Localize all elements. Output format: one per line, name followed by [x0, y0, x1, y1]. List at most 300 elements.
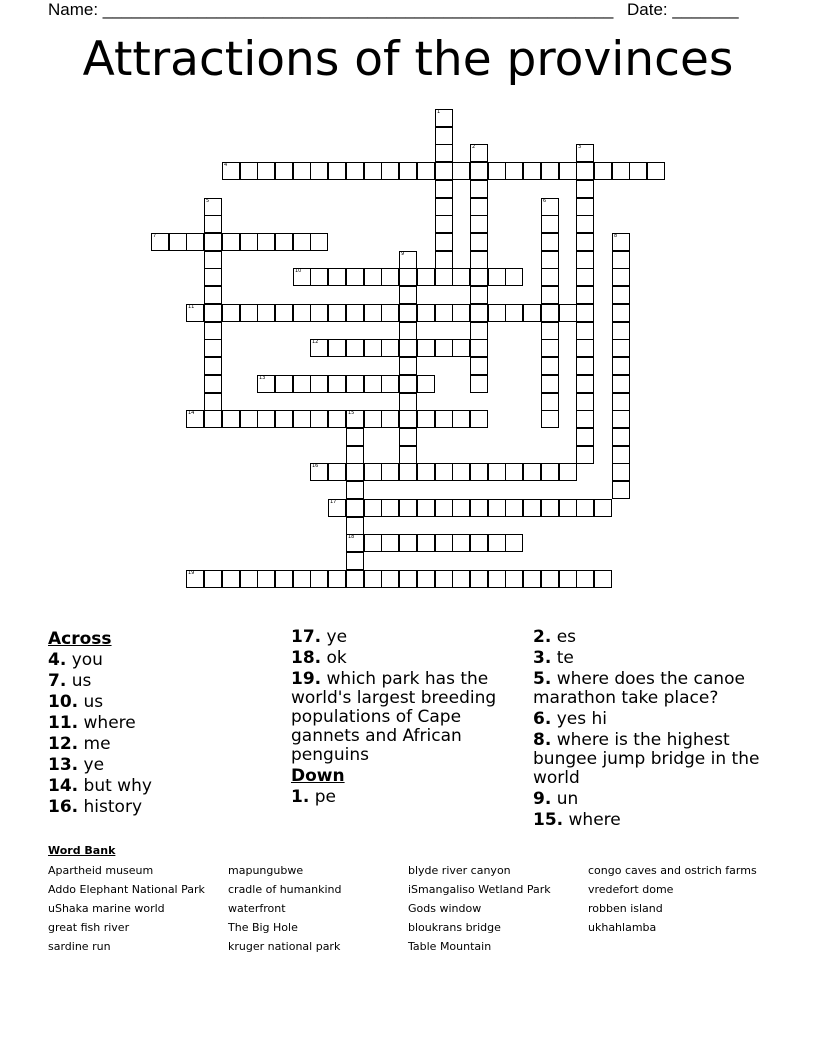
- crossword-cell[interactable]: [310, 410, 328, 428]
- crossword-cell[interactable]: [275, 375, 293, 393]
- crossword-cell[interactable]: [346, 304, 364, 322]
- crossword-cell[interactable]: [612, 357, 630, 375]
- crossword-cell[interactable]: [435, 268, 453, 286]
- crossword-cell[interactable]: [399, 463, 417, 481]
- crossword-cell[interactable]: [541, 339, 559, 357]
- crossword-cell[interactable]: [381, 268, 399, 286]
- crossword-cell[interactable]: [222, 233, 240, 251]
- word-bank-item: blyde river canyon: [408, 864, 511, 877]
- down-clue: [533, 670, 773, 708]
- crossword-cell[interactable]: [576, 198, 594, 216]
- crossword-cell[interactable]: [505, 499, 523, 517]
- crossword-cell[interactable]: [505, 304, 523, 322]
- crossword-cell[interactable]: [346, 499, 364, 517]
- crossword-cell[interactable]: [612, 286, 630, 304]
- clue-text: us: [71, 671, 92, 691]
- crossword-cell[interactable]: [559, 162, 577, 180]
- crossword-cell[interactable]: [470, 215, 488, 233]
- crossword-cell[interactable]: [381, 463, 399, 481]
- crossword-cell[interactable]: [435, 304, 453, 322]
- clue-text: which park has the world's largest breeding populations of Cape gannets and African penguins: [291, 669, 497, 765]
- crossword-cell[interactable]: [381, 375, 399, 393]
- crossword-cell[interactable]: [541, 410, 559, 428]
- crossword-cell[interactable]: [541, 268, 559, 286]
- cell-number: 11: [188, 304, 195, 310]
- word-bank-item: Addo Elephant National Park: [48, 883, 205, 896]
- crossword-cell[interactable]: [470, 499, 488, 517]
- crossword-cell[interactable]: [470, 144, 488, 162]
- crossword-cell[interactable]: [399, 357, 417, 375]
- crossword-cell[interactable]: [222, 410, 240, 428]
- crossword-cell[interactable]: [523, 463, 541, 481]
- crossword-cell[interactable]: [186, 570, 204, 588]
- crossword-cell[interactable]: [559, 463, 577, 481]
- across-clue: [291, 628, 526, 647]
- crossword-cell[interactable]: [240, 570, 258, 588]
- crossword-cell[interactable]: [452, 570, 470, 588]
- crossword-cell[interactable]: [204, 570, 222, 588]
- crossword-cell[interactable]: [399, 499, 417, 517]
- crossword-cell[interactable]: [576, 446, 594, 464]
- crossword-cell[interactable]: [576, 375, 594, 393]
- crossword-cell[interactable]: [612, 322, 630, 340]
- cell-number: 18: [348, 534, 355, 540]
- crossword-cell[interactable]: [204, 375, 222, 393]
- crossword-cell[interactable]: [293, 375, 311, 393]
- crossword-cell[interactable]: [612, 428, 630, 446]
- crossword-cell[interactable]: [328, 499, 346, 517]
- crossword-cell[interactable]: [417, 268, 435, 286]
- crossword-cell[interactable]: [505, 162, 523, 180]
- crossword-cell[interactable]: [399, 304, 417, 322]
- crossword-cell[interactable]: [612, 162, 630, 180]
- crossword-cell[interactable]: [257, 570, 275, 588]
- crossword-cell[interactable]: [399, 268, 417, 286]
- crossword-cell[interactable]: [576, 322, 594, 340]
- crossword-cell[interactable]: [204, 233, 222, 251]
- crossword-cell[interactable]: [612, 481, 630, 499]
- crossword-cell[interactable]: [417, 375, 435, 393]
- across-heading: Across: [48, 629, 112, 649]
- crossword-cell[interactable]: [293, 268, 311, 286]
- crossword-cell[interactable]: [559, 304, 577, 322]
- crossword-cell[interactable]: [240, 410, 258, 428]
- crossword-cell[interactable]: [399, 322, 417, 340]
- crossword-cell[interactable]: [488, 268, 506, 286]
- crossword-cell[interactable]: [364, 463, 382, 481]
- cell-number: 10: [295, 268, 302, 274]
- crossword-cell[interactable]: [505, 268, 523, 286]
- crossword-cell[interactable]: [435, 109, 453, 127]
- crossword-cell[interactable]: [364, 570, 382, 588]
- crossword-cell[interactable]: [186, 410, 204, 428]
- date-field-label[interactable]: Date: _______: [627, 0, 739, 19]
- crossword-cell[interactable]: [346, 534, 364, 552]
- crossword-cell[interactable]: [576, 393, 594, 411]
- crossword-cell[interactable]: [541, 322, 559, 340]
- crossword-cell[interactable]: [505, 463, 523, 481]
- crossword-cell[interactable]: [541, 233, 559, 251]
- crossword-cell[interactable]: [169, 233, 187, 251]
- crossword-cell[interactable]: [470, 463, 488, 481]
- crossword-cell[interactable]: [399, 393, 417, 411]
- crossword-cell[interactable]: [470, 268, 488, 286]
- crossword-cell[interactable]: [470, 180, 488, 198]
- crossword-cell[interactable]: [612, 304, 630, 322]
- crossword-cell[interactable]: [452, 499, 470, 517]
- crossword-cell[interactable]: [576, 268, 594, 286]
- crossword-cell[interactable]: [346, 268, 364, 286]
- word-bank-item: Table Mountain: [408, 940, 492, 953]
- crossword-cell[interactable]: [346, 552, 364, 570]
- crossword-cell[interactable]: [435, 162, 453, 180]
- clue-text: pe: [314, 787, 336, 807]
- crossword-cell[interactable]: [399, 410, 417, 428]
- crossword-cell[interactable]: [470, 304, 488, 322]
- word-bank-item: The Big Hole: [228, 921, 298, 934]
- crossword-cell[interactable]: [559, 570, 577, 588]
- crossword-cell[interactable]: [381, 162, 399, 180]
- crossword-cell[interactable]: [399, 570, 417, 588]
- crossword-cell[interactable]: [204, 268, 222, 286]
- crossword-cell[interactable]: [257, 304, 275, 322]
- crossword-cell[interactable]: [435, 570, 453, 588]
- crossword-cell[interactable]: [257, 410, 275, 428]
- crossword-cell[interactable]: [310, 304, 328, 322]
- crossword-cell[interactable]: [576, 357, 594, 375]
- crossword-cell[interactable]: [328, 304, 346, 322]
- cell-number: 7: [153, 233, 157, 239]
- word-bank-item: cradle of humankind: [228, 883, 342, 896]
- crossword-cell[interactable]: [470, 233, 488, 251]
- crossword-cell[interactable]: [523, 499, 541, 517]
- crossword-cell[interactable]: [576, 286, 594, 304]
- crossword-cell[interactable]: [364, 499, 382, 517]
- crossword-cell[interactable]: [399, 375, 417, 393]
- crossword-cell[interactable]: [222, 304, 240, 322]
- crossword-cell[interactable]: [346, 517, 364, 535]
- clue-text: but why: [83, 776, 152, 796]
- crossword-cell[interactable]: [576, 304, 594, 322]
- name-field-label[interactable]: Name: ______________________________________________________: [48, 0, 614, 19]
- crossword-cell[interactable]: [204, 198, 222, 216]
- crossword-cell[interactable]: [576, 251, 594, 269]
- crossword-cell[interactable]: [204, 357, 222, 375]
- clue-number: 15.: [533, 810, 564, 830]
- crossword-cell[interactable]: [310, 375, 328, 393]
- crossword-cell[interactable]: [541, 357, 559, 375]
- crossword-cell[interactable]: [222, 570, 240, 588]
- crossword-cell[interactable]: [435, 251, 453, 269]
- crossword-cell[interactable]: [381, 499, 399, 517]
- crossword-cell[interactable]: [541, 499, 559, 517]
- crossword-cell[interactable]: [275, 304, 293, 322]
- crossword-cell[interactable]: [612, 375, 630, 393]
- cell-number: 19: [188, 570, 195, 576]
- crossword-cell[interactable]: [346, 375, 364, 393]
- crossword-cell[interactable]: [576, 499, 594, 517]
- crossword-cell[interactable]: [505, 570, 523, 588]
- crossword-cell[interactable]: [222, 162, 240, 180]
- down-heading: Down: [291, 766, 345, 786]
- word-bank-item: Apartheid museum: [48, 864, 154, 877]
- crossword-cell[interactable]: [488, 534, 506, 552]
- crossword-cell[interactable]: [435, 534, 453, 552]
- clue-text: me: [83, 734, 111, 754]
- across-clue: [48, 714, 283, 733]
- crossword-cell[interactable]: [204, 215, 222, 233]
- crossword-cell[interactable]: [151, 233, 169, 251]
- crossword-cell[interactable]: [346, 410, 364, 428]
- word-bank-item: bloukrans bridge: [408, 921, 501, 934]
- word-bank-column: [408, 864, 588, 959]
- crossword-cell[interactable]: [310, 463, 328, 481]
- crossword-cell[interactable]: [629, 162, 647, 180]
- crossword-cell[interactable]: [346, 428, 364, 446]
- word-bank-item: uShaka marine world: [48, 902, 165, 915]
- crossword-cell[interactable]: [470, 375, 488, 393]
- crossword-cell[interactable]: [435, 499, 453, 517]
- crossword-cell[interactable]: [576, 428, 594, 446]
- crossword-cell[interactable]: [293, 570, 311, 588]
- crossword-cell[interactable]: [381, 534, 399, 552]
- crossword-cell[interactable]: [240, 304, 258, 322]
- crossword-cell[interactable]: [435, 144, 453, 162]
- crossword-cell[interactable]: [275, 410, 293, 428]
- crossword-cell[interactable]: [328, 463, 346, 481]
- crossword-cell[interactable]: [204, 251, 222, 269]
- crossword-cell[interactable]: [523, 304, 541, 322]
- crossword-cell[interactable]: [452, 339, 470, 357]
- crossword-cell[interactable]: [470, 322, 488, 340]
- crossword-cell[interactable]: [541, 570, 559, 588]
- crossword-cell[interactable]: [310, 268, 328, 286]
- crossword-cell[interactable]: [275, 233, 293, 251]
- cell-number: 13: [259, 375, 266, 381]
- crossword-cell[interactable]: [310, 162, 328, 180]
- crossword-cell[interactable]: [505, 534, 523, 552]
- crossword-cell[interactable]: [541, 375, 559, 393]
- crossword-cell[interactable]: [612, 251, 630, 269]
- crossword-cell[interactable]: [576, 180, 594, 198]
- crossword-cell[interactable]: [452, 463, 470, 481]
- crossword-cell[interactable]: [204, 339, 222, 357]
- crossword-cell[interactable]: [399, 162, 417, 180]
- crossword-cell[interactable]: [417, 534, 435, 552]
- crossword-cell[interactable]: [576, 410, 594, 428]
- crossword-cell[interactable]: [470, 570, 488, 588]
- crossword-cell[interactable]: [186, 304, 204, 322]
- crossword-cell[interactable]: [523, 162, 541, 180]
- crossword-cell[interactable]: [328, 570, 346, 588]
- cell-number: 12: [312, 339, 319, 345]
- crossword-cell[interactable]: [594, 499, 612, 517]
- crossword-cell[interactable]: [541, 393, 559, 411]
- crossword-cell[interactable]: [488, 162, 506, 180]
- crossword-cell[interactable]: [452, 534, 470, 552]
- crossword-cell[interactable]: [346, 446, 364, 464]
- crossword-cell[interactable]: [435, 127, 453, 145]
- crossword-cell[interactable]: [257, 375, 275, 393]
- crossword-cell[interactable]: [328, 410, 346, 428]
- crossword-cell[interactable]: [576, 570, 594, 588]
- crossword-cell[interactable]: [240, 162, 258, 180]
- crossword-cell[interactable]: [293, 304, 311, 322]
- clue-number: 11.: [48, 713, 79, 733]
- crossword-cell[interactable]: [576, 162, 594, 180]
- crossword-cell[interactable]: [399, 534, 417, 552]
- clue-text: ye: [326, 627, 348, 647]
- crossword-cell[interactable]: [612, 410, 630, 428]
- crossword-cell[interactable]: [435, 215, 453, 233]
- crossword-cell[interactable]: [310, 570, 328, 588]
- crossword-cell[interactable]: [293, 410, 311, 428]
- crossword-cell[interactable]: [541, 215, 559, 233]
- crossword-cell[interactable]: [381, 339, 399, 357]
- cell-number: 6: [543, 198, 547, 204]
- crossword-cell[interactable]: [310, 339, 328, 357]
- crossword-cell[interactable]: [488, 304, 506, 322]
- crossword-cell[interactable]: [364, 375, 382, 393]
- crossword-cell[interactable]: [576, 339, 594, 357]
- crossword-cell[interactable]: [364, 339, 382, 357]
- crossword-cell[interactable]: [452, 268, 470, 286]
- crossword-cell[interactable]: [204, 286, 222, 304]
- crossword-cell[interactable]: [612, 393, 630, 411]
- crossword-cell[interactable]: [364, 534, 382, 552]
- crossword-cell[interactable]: [417, 304, 435, 322]
- crossword-cell[interactable]: [488, 463, 506, 481]
- crossword-cell[interactable]: [381, 410, 399, 428]
- crossword-cell[interactable]: [576, 233, 594, 251]
- crossword-cell[interactable]: [346, 481, 364, 499]
- crossword-cell[interactable]: [204, 410, 222, 428]
- crossword-cell[interactable]: [381, 304, 399, 322]
- crossword-cell[interactable]: [470, 286, 488, 304]
- crossword-cell[interactable]: [257, 233, 275, 251]
- crossword-cell[interactable]: [417, 339, 435, 357]
- crossword-cell[interactable]: [470, 198, 488, 216]
- crossword-cell[interactable]: [310, 233, 328, 251]
- crossword-cell[interactable]: [541, 286, 559, 304]
- crossword-cell[interactable]: [399, 428, 417, 446]
- crossword-cell[interactable]: [612, 463, 630, 481]
- crossword-cell[interactable]: [576, 144, 594, 162]
- crossword-cell[interactable]: [399, 286, 417, 304]
- crossword-cell[interactable]: [435, 339, 453, 357]
- crossword-cell[interactable]: [470, 339, 488, 357]
- crossword-cell[interactable]: [328, 162, 346, 180]
- crossword-cell[interactable]: [275, 570, 293, 588]
- crossword-cell[interactable]: [417, 499, 435, 517]
- word-bank-item: sardine run: [48, 940, 111, 953]
- crossword-cell[interactable]: [204, 304, 222, 322]
- crossword-cell[interactable]: [293, 233, 311, 251]
- crossword-cell[interactable]: [594, 570, 612, 588]
- crossword-cell[interactable]: [576, 215, 594, 233]
- crossword-cell[interactable]: [399, 339, 417, 357]
- cell-number: 5: [206, 198, 210, 204]
- clue-number: 6.: [533, 709, 552, 729]
- crossword-cell[interactable]: [328, 375, 346, 393]
- crossword-cell[interactable]: [204, 393, 222, 411]
- crossword-cell[interactable]: [559, 499, 577, 517]
- crossword-cell[interactable]: [417, 570, 435, 588]
- crossword-cell[interactable]: [541, 251, 559, 269]
- crossword-cell[interactable]: [186, 233, 204, 251]
- across-clue: [291, 670, 526, 765]
- crossword-cell[interactable]: [435, 198, 453, 216]
- across-clue: [48, 672, 283, 691]
- clue-text: history: [83, 797, 143, 817]
- crossword-cell[interactable]: [399, 446, 417, 464]
- crossword-cell[interactable]: [346, 339, 364, 357]
- crossword-cell[interactable]: [417, 410, 435, 428]
- crossword-cell[interactable]: [488, 570, 506, 588]
- clue-number: 12.: [48, 734, 79, 754]
- crossword-cell[interactable]: [204, 322, 222, 340]
- crossword-cell[interactable]: [470, 357, 488, 375]
- crossword-cell[interactable]: [541, 198, 559, 216]
- crossword-cell[interactable]: [612, 339, 630, 357]
- page-title: Attractions of the provinces: [82, 32, 734, 87]
- crossword-cell[interactable]: [452, 304, 470, 322]
- crossword-cell[interactable]: [417, 463, 435, 481]
- crossword-cell[interactable]: [612, 446, 630, 464]
- crossword-cell[interactable]: [346, 463, 364, 481]
- crossword-cell[interactable]: [470, 410, 488, 428]
- crossword-cell[interactable]: [541, 463, 559, 481]
- crossword-cell[interactable]: [647, 162, 665, 180]
- crossword-cell[interactable]: [488, 499, 506, 517]
- crossword-cell[interactable]: [541, 162, 559, 180]
- crossword-cell[interactable]: [275, 162, 293, 180]
- crossword-cell[interactable]: [257, 162, 275, 180]
- crossword-cell[interactable]: [293, 162, 311, 180]
- crossword-cell[interactable]: [452, 410, 470, 428]
- clues-column-3: [533, 628, 773, 832]
- crossword-cell[interactable]: [381, 570, 399, 588]
- crossword-cell[interactable]: [435, 410, 453, 428]
- crossword-cell[interactable]: [523, 570, 541, 588]
- crossword-cell[interactable]: [346, 162, 364, 180]
- crossword-cell[interactable]: [612, 268, 630, 286]
- crossword-cell[interactable]: [364, 304, 382, 322]
- crossword-cell[interactable]: [435, 180, 453, 198]
- crossword-cell[interactable]: [346, 570, 364, 588]
- crossword-cell[interactable]: [435, 233, 453, 251]
- crossword-cell[interactable]: [328, 339, 346, 357]
- crossword-cell[interactable]: [364, 410, 382, 428]
- crossword-cell[interactable]: [612, 233, 630, 251]
- crossword-cell[interactable]: [594, 162, 612, 180]
- crossword-cell[interactable]: [399, 251, 417, 269]
- clues-column-1: [48, 628, 283, 819]
- crossword-cell[interactable]: [435, 463, 453, 481]
- crossword-cell[interactable]: [470, 251, 488, 269]
- crossword-cell[interactable]: [452, 162, 470, 180]
- clue-text: us: [83, 692, 104, 712]
- crossword-cell[interactable]: [364, 268, 382, 286]
- crossword-cell[interactable]: [364, 162, 382, 180]
- crossword-cell[interactable]: [328, 268, 346, 286]
- crossword-cell[interactable]: [541, 304, 559, 322]
- crossword-cell[interactable]: [240, 233, 258, 251]
- crossword-cell[interactable]: [417, 162, 435, 180]
- crossword-cell[interactable]: [470, 162, 488, 180]
- cell-number: 4: [224, 162, 228, 168]
- crossword-cell[interactable]: [470, 534, 488, 552]
